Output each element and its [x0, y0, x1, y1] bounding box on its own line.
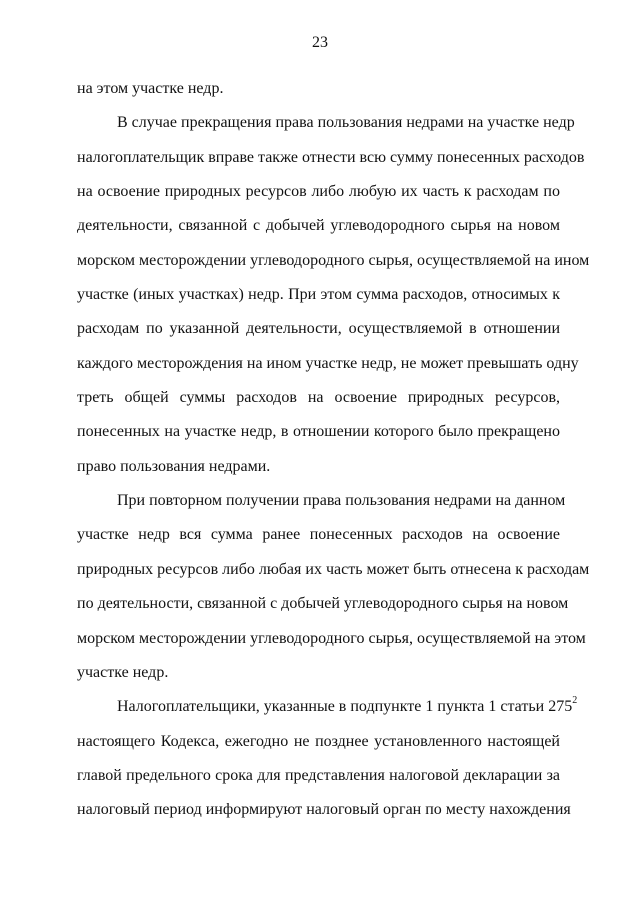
paragraph-taxpayers [77, 690, 578, 827]
text-line: налогоплательщик вправе также отнести всю сумму понесенных расходов [77, 148, 585, 166]
text-line: треть общей суммы расходов на освоение природных ресурсов, [77, 389, 560, 407]
text-line: морском месторождении углеводородного сырья, осуществляемой на этом [77, 629, 586, 647]
text-line: по деятельности, связанной с добычей углеводородного сырья на новом [77, 595, 569, 613]
text-line: на освоение природных ресурсов либо любую их часть к расходам по [77, 183, 560, 201]
text-line: настоящего Кодекса, ежегодно не позднее установленного настоящей [77, 732, 560, 750]
paragraph-repeated-rights [77, 484, 590, 690]
text-line: расходам по указанной деятельности, осуществляемой в отношении [77, 320, 560, 338]
text-line: участке недр вся сумма ранее понесенных расходов на освоение [77, 526, 560, 544]
text-line: каждого месторождения на ином участке недр, не может превышать одну [77, 354, 579, 372]
text-line: участке недр. [77, 663, 169, 681]
text-line: понесенных на участке недр, в отношении которого было прекращено [77, 423, 560, 441]
paragraph-continuation [77, 72, 560, 106]
document-body [77, 72, 590, 828]
text-line: главой предельного срока для представления налоговой декларации за [77, 766, 560, 784]
text-line: природных ресурсов либо любая их часть может быть отнесена к расходам [77, 560, 590, 578]
text-line: на этом участке недр. [77, 80, 224, 97]
text-line: В случае прекращения права пользования недрами на участке недр [117, 114, 575, 132]
paragraph-termination-of-rights [77, 106, 590, 484]
text-line [77, 690, 578, 724]
page-number: 23 [312, 34, 328, 51]
text-line: налоговый период информируют налоговый орган по месту нахождения [77, 801, 571, 819]
text-line: При повторном получении права пользования недрами на данном [117, 492, 566, 510]
superscript: 2 [572, 695, 578, 707]
text-line: морском месторождении углеводородного сырья, осуществляемой на ином [77, 251, 590, 269]
text-line: участке (иных участках) недр. При этом сумма расходов, относимых к [77, 286, 560, 304]
text-line: право пользования недрами. [77, 457, 271, 475]
text-line: деятельности, связанной с добычей углеводородного сырья на новом [77, 217, 560, 235]
text-line-main: Налогоплательщики, указанные в подпункте 1 пункта 1 статьи 275 [117, 698, 573, 716]
